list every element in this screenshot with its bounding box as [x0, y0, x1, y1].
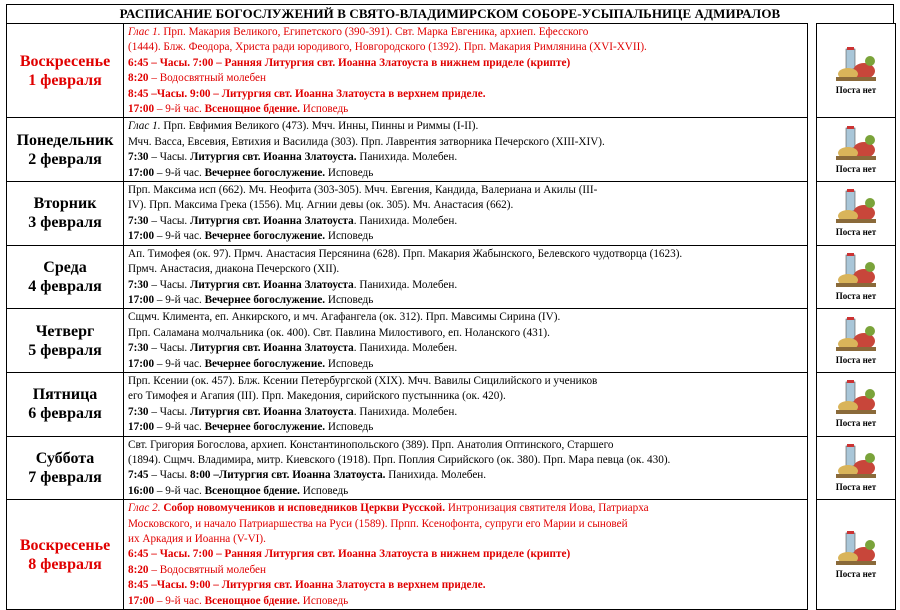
service-time: 7:30 — [128, 405, 149, 418]
weekday: Пятница — [32, 386, 98, 404]
fast-cell — [817, 372, 896, 436]
date: 7 февраля — [28, 468, 102, 486]
schedule-table — [6, 23, 896, 610]
service-line: – Часы. — [148, 278, 191, 291]
service-time: 7:30 — [128, 342, 149, 355]
saints-text: Прп. Максима исп (662). Мч. Неофита (303-305). Мчч. Евгения, Кандида, Валериана и Акилы (III- — [128, 184, 598, 197]
service-line: . Панихида. Молебен. — [353, 405, 458, 418]
day-cell — [7, 182, 124, 246]
food-icon — [834, 444, 878, 480]
food-icon — [834, 317, 878, 353]
fast-label: Поста нет — [835, 227, 877, 238]
service-line: Исповедь — [299, 103, 349, 116]
service-time: 17:00 — [128, 421, 155, 434]
service-line: Исповедь — [325, 357, 374, 370]
spacer — [808, 436, 817, 500]
fast-cell — [817, 436, 896, 500]
saints-text: их Аркадия и Иоанна (V-VI). — [128, 533, 266, 545]
service-name: Вечернее богослужение. — [204, 166, 326, 179]
service-line: – 9-й час. — [154, 230, 205, 243]
fast-label: Поста нет — [835, 291, 877, 301]
service-name: Литургия свт. Иоанна Златоуста — [190, 214, 354, 227]
table-row — [7, 182, 896, 246]
service-time: 7:30 — [128, 214, 149, 227]
service-line: – 9-й час. — [154, 484, 205, 497]
table-row — [7, 118, 896, 182]
table-row — [7, 500, 896, 610]
fast-cell — [817, 245, 896, 309]
day-cell — [7, 500, 124, 610]
saints-text: Прп. Ксении (ок. 457). Блж. Ксении Петербургской (XIX). Мчч. Вавилы Сицилийского и учеников — [128, 374, 598, 387]
service-time: 16:00 — [128, 484, 155, 497]
food-icon — [834, 253, 878, 289]
service-line: 6:45 – Часы. 7:00 – Ранняя Литургия свт. Иоанна Златоуста в нижнем приделе (крипте) — [128, 548, 571, 561]
service-time: 7:45 — [128, 469, 149, 482]
fast-label: Поста нет — [835, 418, 877, 429]
service-line: – Часы. — [148, 342, 191, 355]
service-line: 8:45 –Часы. 9:00 – Литургия свт. Иоанна Златоуста в верхнем приделе. — [128, 579, 486, 592]
spacer — [808, 309, 817, 373]
service-name: Вечернее богослужение. — [204, 357, 326, 370]
table-row — [7, 436, 896, 500]
service-name: Литургия свт. Иоанна Златоуста — [190, 342, 354, 355]
fast-cell — [817, 309, 896, 373]
service-line: – Часы. — [148, 405, 191, 418]
service-line: Панихида. Молебен. — [385, 469, 487, 482]
date: 5 февраля — [28, 341, 102, 359]
glas: Глас 1. — [128, 26, 161, 38]
service-line: – 9-й час. — [154, 293, 205, 306]
service-time: 17:00 — [128, 293, 155, 306]
service-line: Исповедь — [325, 166, 374, 179]
service-name: Вечернее богослужение. — [204, 421, 326, 434]
service-name: Литургия свт. Иоанна Златоуста. — [190, 151, 357, 164]
saints-text: Сщмч. Климента, еп. Анкирского, и мч. Агафангела (ок. 312). Прп. Мавсимы Сирина (IV). — [128, 311, 561, 324]
food-icon — [834, 47, 878, 83]
fast-cell — [817, 182, 896, 246]
services-cell — [124, 182, 808, 246]
service-line: – 9-й час. — [154, 421, 205, 434]
spacer — [808, 500, 817, 610]
food-icon — [834, 380, 878, 416]
services-cell — [124, 118, 808, 182]
weekday: Среда — [43, 259, 87, 276]
service-name: Всенощное бдение. — [204, 594, 300, 607]
service-line: Исповедь — [325, 293, 374, 306]
saints-text: Прп. Евфимия Великого (473). Мчч. Инны, Пинны и Риммы (I-II). — [160, 120, 479, 133]
fast-label: Поста нет — [835, 84, 877, 95]
service-line: 8:45 –Часы. 9:00 – Литургия свт. Иоанна Златоуста в верхнем приделе. — [128, 87, 486, 100]
date: 1 февраля — [28, 71, 102, 89]
service-line: Исповедь — [325, 421, 374, 434]
service-name: Литургия свт. Иоанна Златоуста — [190, 405, 354, 418]
fast-cell — [817, 118, 896, 182]
weekday: Воскресенье — [19, 536, 111, 554]
service-line: Исповедь — [299, 594, 349, 607]
service-time: 17:00 — [128, 166, 155, 179]
schedule-sheet — [6, 4, 894, 610]
service-line: . Панихида. Молебен. — [353, 342, 458, 355]
service-time: 7:30 — [128, 151, 149, 164]
services-cell — [124, 309, 808, 373]
table-row — [7, 245, 896, 309]
fast-cell — [817, 24, 896, 118]
feast-name: Собор новомучеников и исповедников Церкви Русской. — [160, 502, 446, 515]
saints-text: (1894). Сщмч. Владимира, митр. Киевского (1918). Прп. Поплия Сирийского (ок. 380). Прп. Мара певца (ок. 430). — [128, 453, 671, 466]
services-cell — [124, 245, 808, 309]
weekday: Четверг — [35, 322, 95, 340]
service-line: Исповедь — [325, 230, 374, 243]
service-time: 8:20 — [128, 563, 149, 576]
service-line: 6:45 – Часы. 7:00 – Ранняя Литургия свт. Иоанна Златоуста в нижнем приделе (крипте) — [128, 56, 571, 69]
saints-text: Московского, и начало Патриаршества на Руси (1589). Прпп. Ксенофонта, супруги его Марии и сыновей — [128, 517, 628, 530]
fast-cell — [817, 500, 896, 610]
services-cell — [124, 436, 808, 500]
saints-text: Прп. Макария Великого, Египетского (390-391). Свт. Марка Евгеника, архиеп. Ефесского — [160, 26, 589, 38]
fast-label: Поста нет — [835, 163, 877, 174]
spacer — [808, 24, 817, 118]
day-cell — [7, 436, 124, 500]
fast-label: Поста нет — [835, 568, 877, 579]
service-time: 17:00 — [128, 230, 155, 243]
glas: Глас 2. — [128, 502, 161, 515]
service-time: 17:00 — [128, 594, 155, 607]
saints-text: Свт. Григория Богослова, архиеп. Константинопольского (389). Прп. Анатолия Оптинского, Старшего — [128, 438, 614, 451]
service-time: 8:20 — [128, 72, 149, 85]
service-name: Вечернее богослужение. — [204, 293, 326, 306]
service-line: – 9-й час. — [154, 357, 205, 370]
saints-text: Прмч. Анастасия, диакона Печерского (XII). — [128, 263, 340, 276]
service-line: Панихида. Молебен. — [356, 151, 458, 164]
services-cell — [124, 372, 808, 436]
service-name: 8:00 –Литургия свт. Иоанна Златоуста. — [190, 469, 386, 482]
service-line: Исповедь — [299, 484, 349, 497]
service-line: – Водосвятный молебен — [148, 563, 266, 576]
weekday: Воскресенье — [19, 52, 111, 70]
services-cell — [124, 24, 808, 118]
spacer — [808, 182, 817, 246]
glas: Глас 1. — [128, 120, 161, 133]
service-line: – Водосвятный молебен — [148, 72, 266, 85]
service-line: . Панихида. Молебен. — [353, 214, 458, 227]
saints-text: (1444). Блж. Феодора, Христа ради юродивого, Новгородского (1392). Прп. Макария Римлянина (XVI-XVII). — [128, 41, 647, 54]
service-line: – 9-й час. — [154, 594, 205, 607]
day-cell — [7, 309, 124, 373]
service-line: . Панихида. Молебен. — [353, 278, 458, 291]
page-title: РАСПИСАНИЕ БОГОСЛУЖЕНИЙ В СВЯТО-ВЛАДИМИРСКОМ СОБОРЕ-УСЫПАЛЬНИЦЕ АДМИРАЛОВ — [6, 4, 894, 23]
table-row — [7, 24, 896, 118]
day-cell — [7, 372, 124, 436]
date: 6 февраля — [28, 405, 102, 423]
date: 8 февраля — [28, 555, 102, 573]
fast-label: Поста нет — [835, 354, 877, 365]
day-cell — [7, 245, 124, 309]
service-name: Литургия свт. Иоанна Златоуста — [190, 278, 354, 291]
service-line: – 9-й час. — [154, 166, 205, 179]
service-line: – Часы. — [148, 469, 191, 482]
saints-text: его Тимофея и Агапия (III). Прп. Македония, сирийского пустынника (ок. 420). — [128, 390, 506, 403]
spacer — [808, 118, 817, 182]
saints-text: Прп. Саламана молчальника (ок. 400). Свт. Павлина Милостивого, еп. Ноланского (431). — [128, 326, 550, 339]
saints-text: Интронизация святителя Иова, Патриарха — [445, 502, 649, 515]
saints-text: IV). Прп. Максима Грека (1556). Мц. Агнии девы (ок. 305). Мч. Анастасия (662). — [128, 199, 514, 212]
service-time: 7:30 — [128, 278, 149, 291]
service-name: Вечернее богослужение. — [204, 230, 326, 243]
spacer — [808, 245, 817, 309]
day-cell — [7, 118, 124, 182]
service-line: – 9-й час. — [154, 103, 205, 116]
fast-label: Поста нет — [835, 481, 877, 492]
weekday: Вторник — [33, 195, 97, 213]
table-row — [7, 372, 896, 436]
food-icon — [834, 531, 878, 567]
weekday: Суббота — [35, 449, 95, 467]
service-line: – Часы. — [148, 214, 191, 227]
service-line: – Часы. — [148, 151, 191, 164]
date: 4 февраля — [28, 278, 102, 295]
food-icon — [834, 189, 878, 225]
spacer — [808, 372, 817, 436]
saints-text: Мчч. Васса, Евсевия, Евтихия и Василида (303). Прп. Лаврентия затворника Печерского (XIII-XIV). — [128, 135, 605, 148]
saints-text: Ап. Тимофея (ок. 97). Прмч. Анастасия Персянина (628). Прп. Макария Жабынского, Белевского чудотворца (1623). — [128, 247, 683, 260]
date: 2 февраля — [28, 150, 102, 168]
services-cell — [124, 500, 808, 610]
service-time: 17:00 — [128, 357, 155, 370]
service-time: 17:00 — [128, 103, 155, 116]
table-row — [7, 309, 896, 373]
service-name: Всенощное бдение. — [204, 103, 300, 116]
day-cell — [7, 24, 124, 118]
food-icon — [834, 126, 878, 162]
service-name: Всенощное бдение. — [204, 484, 300, 497]
date: 3 февраля — [28, 214, 102, 232]
weekday: Понедельник — [16, 131, 114, 149]
